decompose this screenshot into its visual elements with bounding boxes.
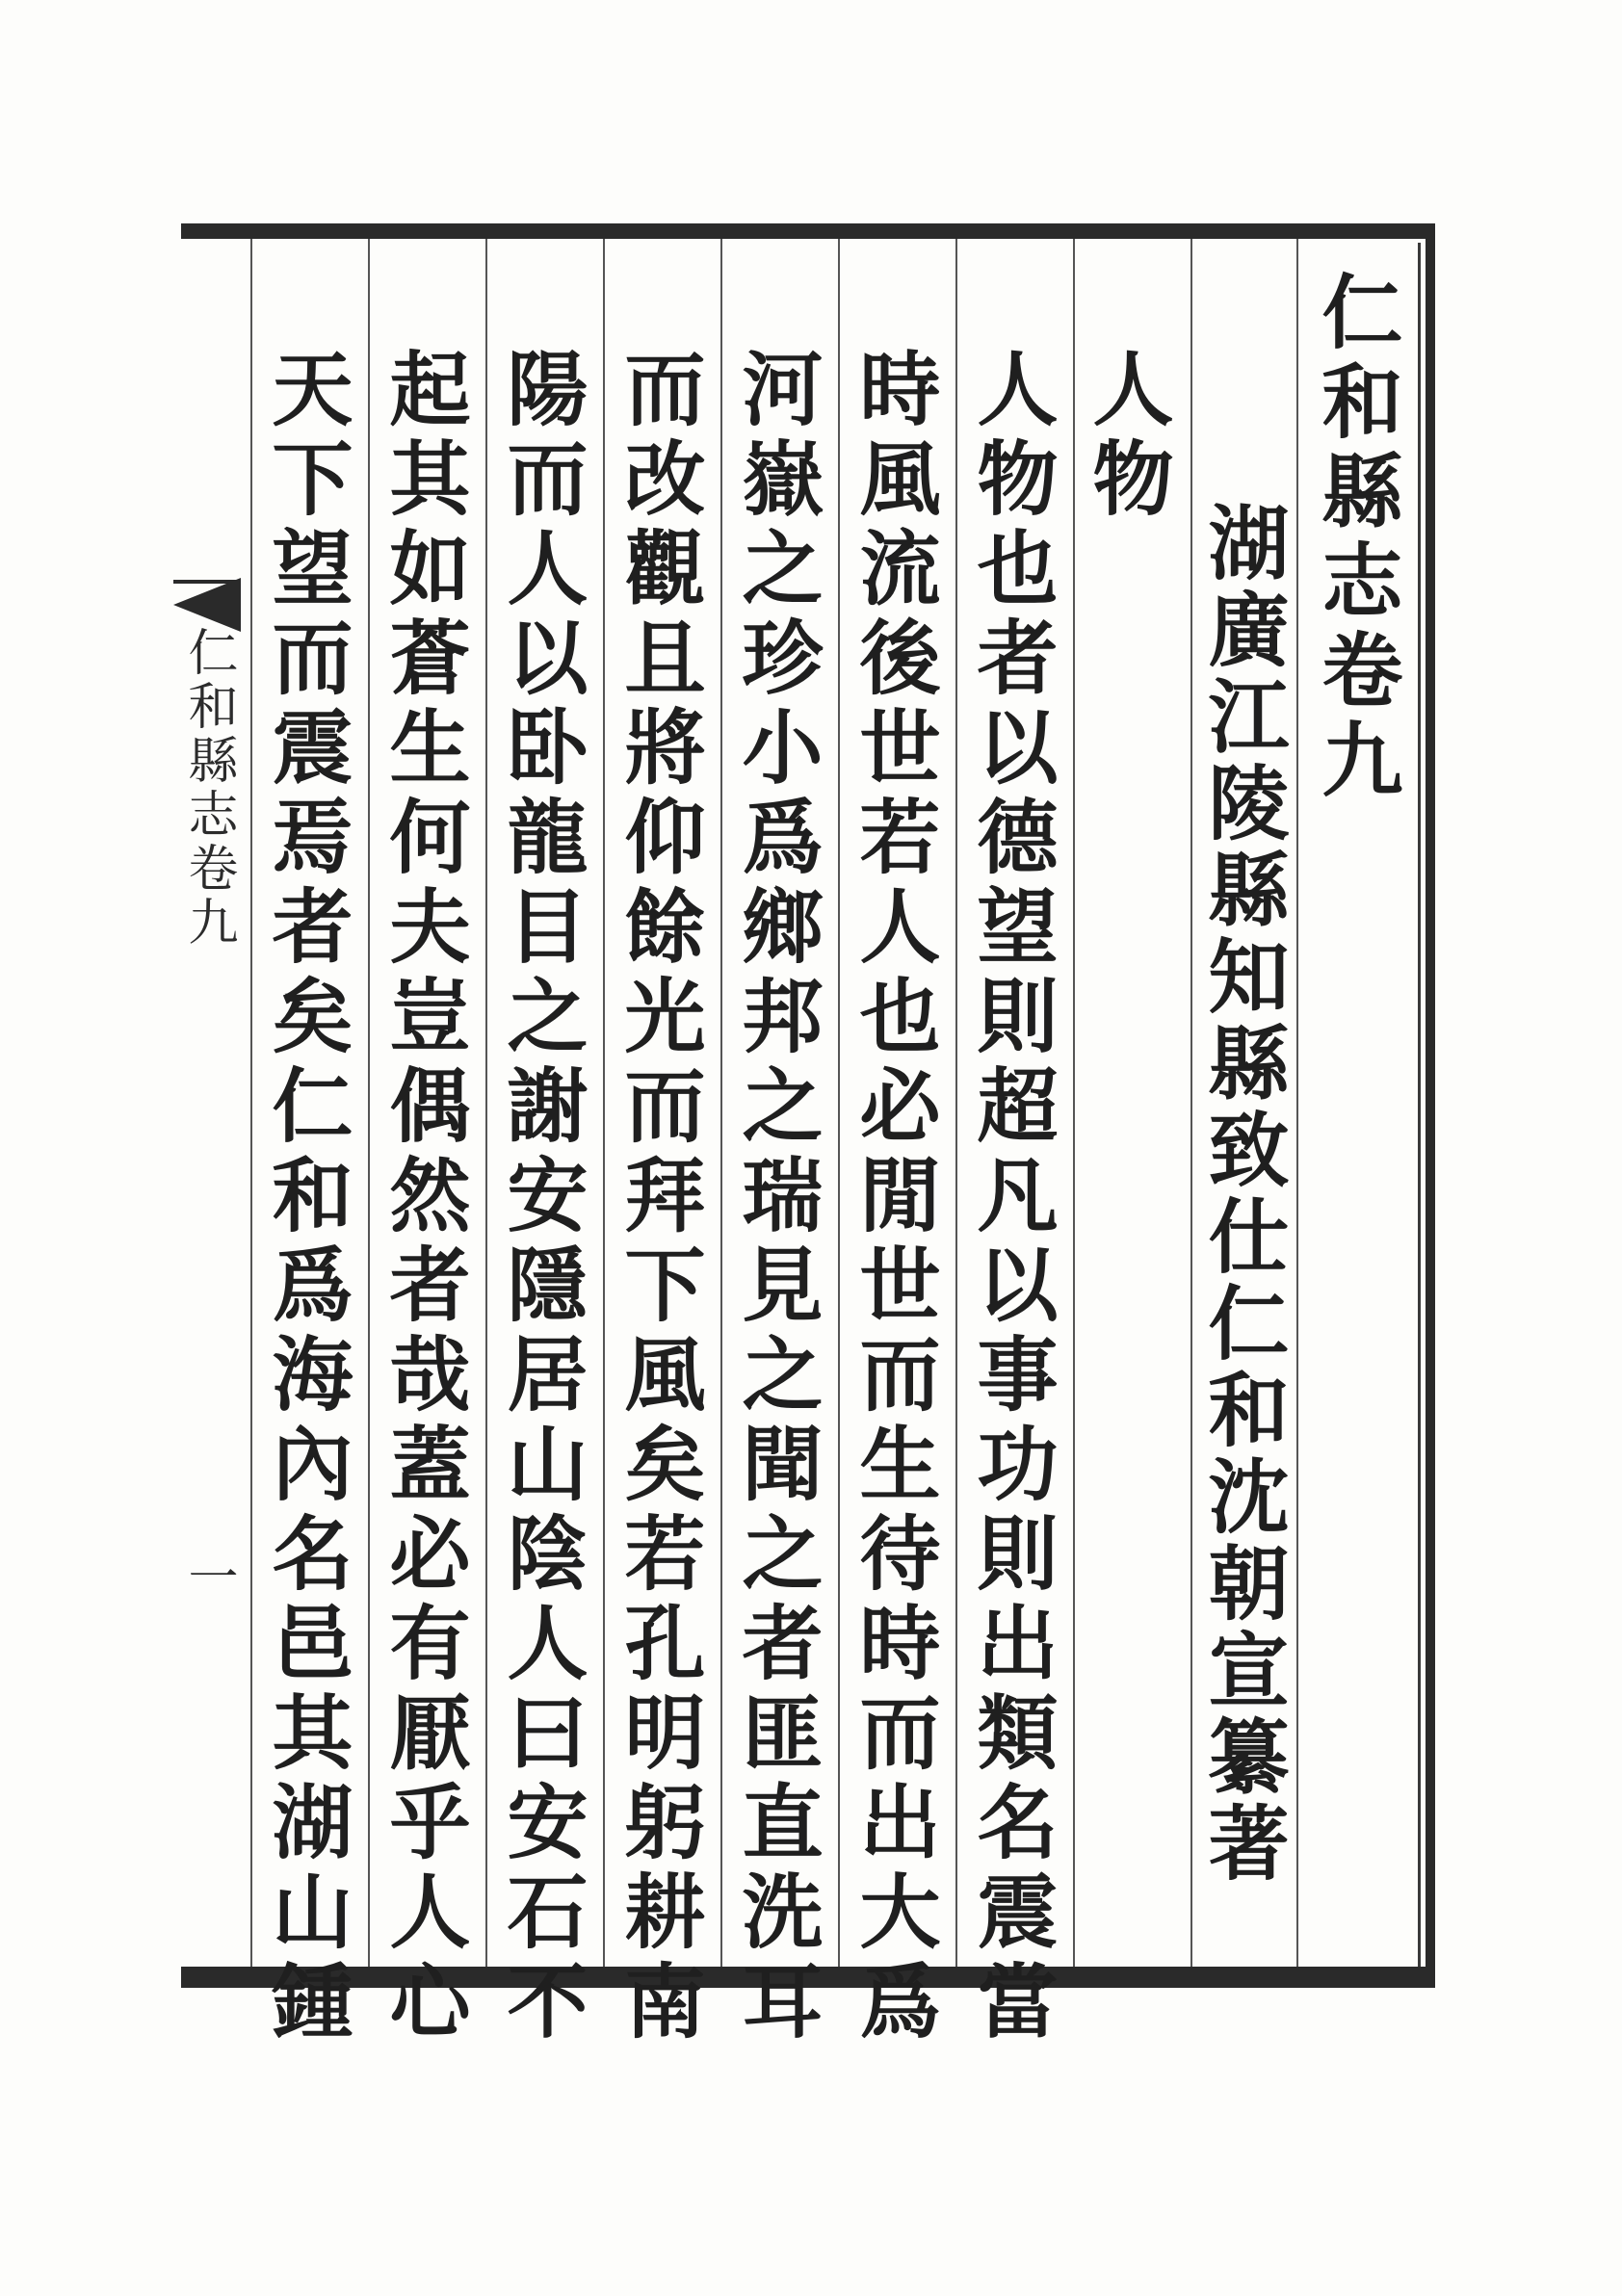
column-rule [1190, 239, 1192, 1967]
frame-inner-rule [1418, 243, 1421, 1967]
body-column: 天下望而震焉者矣仁和爲海內名邑其湖山鍾 [259, 347, 354, 2048]
margin-book-title: 仁和縣志卷九 [179, 626, 237, 950]
column-rule [250, 239, 252, 1967]
column-rule [368, 239, 370, 1967]
column-rule [838, 239, 840, 1967]
column-rule [485, 239, 487, 1967]
body-column: 而改觀且將仰餘光而拜下風矣若孔明躬耕南 [612, 347, 707, 2048]
body-column: 人物也者以德望則超凡以事功則出類名震當 [964, 347, 1060, 2048]
body-column: 時風流後世若人也必閒世而生待時而出大爲 [847, 347, 942, 2048]
column-rule [1073, 239, 1075, 1967]
body-column: 河嶽之珍小爲鄉邦之瑞見之聞之者匪直洗耳 [729, 347, 824, 2048]
fishtail-mark [173, 578, 241, 632]
author-line: 湖廣江陵縣知縣致仕仁和沈朝宣纂著 [1195, 501, 1291, 1888]
column-rule [1296, 239, 1298, 1967]
column-rule [955, 239, 957, 1967]
column-rule [720, 239, 722, 1967]
body-column: 起其如蒼生何夫豈偶然者哉蓋必有厭乎人心 [377, 347, 472, 2048]
column-rule [603, 239, 605, 1967]
volume-title: 仁和縣志卷九 [1309, 270, 1404, 807]
body-column: 陽而人以卧龍目之謝安隱居山陰人曰安石不 [494, 347, 589, 2048]
margin-page-number: 一 [179, 1551, 237, 1601]
section-heading: 人物 [1080, 347, 1175, 526]
